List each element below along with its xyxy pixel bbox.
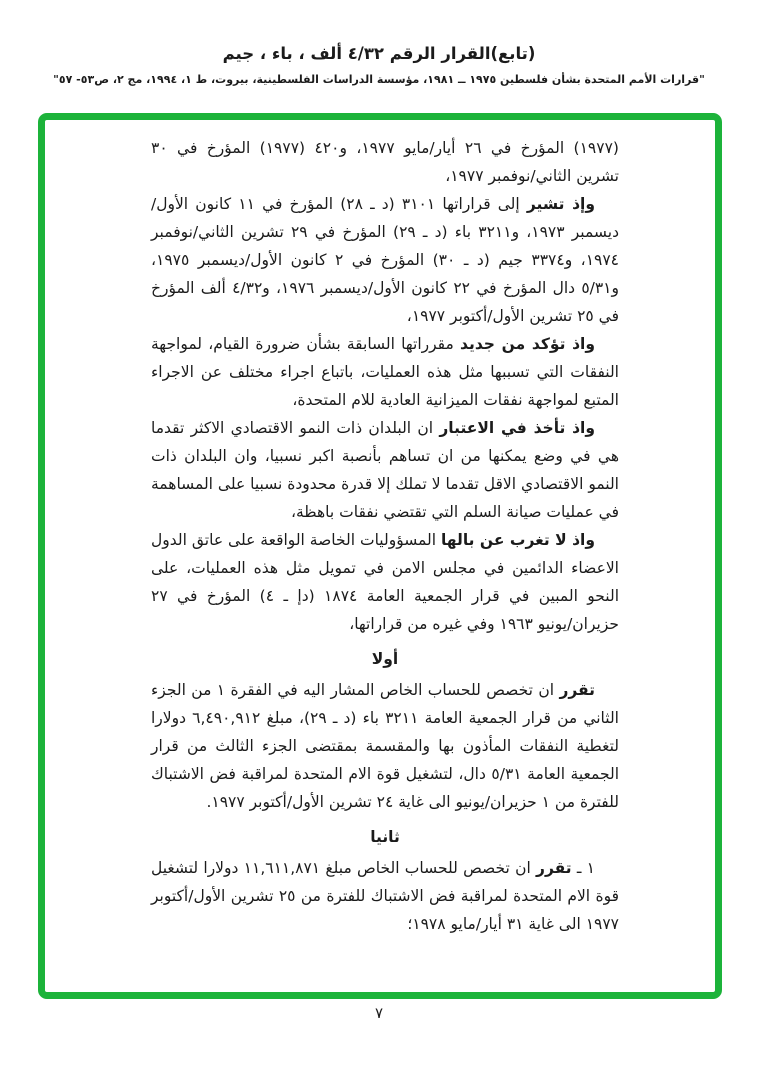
paragraph <box>151 526 619 638</box>
paragraph-text: ان البلدان ذات النمو الاقتصادي الاكثر تقدما هي في وضع يمكنها من ان تساهم بأنصبة اكبر نسبيا، وان البلدان ذات النمو الاقتصادي الاقل تقدما لا تملك إلا قدرة محدودة نسبيا على المساهمة في عمليات صيانة السلم التي تقتضي نفقات باهظة، <box>151 419 619 521</box>
page-number: ٧ <box>374 1004 384 1022</box>
paragraph <box>151 134 619 190</box>
paragraph-text: ان تخصص للحساب الخاص مبلغ ١١,٦١١,٨٧١ دولارا لتشغيل قوة الام المتحدة لمراقبة فض الاشتباك للفترة من ٢٥ تشرين الأول/أكتوبر ١٩٧٧ الى غاية ٣١ أيار/مايو ١٩٧٨؛ <box>151 859 619 933</box>
paragraph-text: مقرراتها السابقة بشأن ضرورة القيام، لمواجهة النفقات التي تسببها مثل هذه العمليات، باتباع اجراء مختلف عن الاجراء المتبع لمواجهة نفقات الميزانية العادية للام المتحدة، <box>151 335 619 409</box>
paragraph <box>151 676 619 816</box>
paragraph-text: إلى قراراتها ٣١٠١ (د ـ ٢٨) المؤرخ في ١١ كانون الأول/ديسمبر ١٩٧٣، و٣٢١١ باء (د ـ ٢٩) المؤرخ في ٢٩ تشرين الثاني/نوفمبر ١٩٧٤، و٣٣٧٤ جيم (د ـ ٣٠) المؤرخ في ٢ كانون الأول/ديسمبر ١٩٧٥، و٥/٣١ دال المؤرخ في ٢٢ كانون الأول/ديسمبر ١٩٧٦، و٤/٣٢ ألف المؤرخ في ٢٥ تشرين الأول/أكتوبر ١٩٧٧، <box>151 195 620 325</box>
paragraph <box>151 190 619 330</box>
paragraph <box>151 414 619 526</box>
highlight-border-box <box>38 113 722 999</box>
paragraph-text: (١٩٧٧) المؤرخ في ٢٦ أيار/مايو ١٩٧٧، و٤٢٠ (١٩٧٧) المؤرخ في ٣٠ تشرين الثاني/نوفمبر ١٩٧٧، <box>151 139 619 185</box>
paragraph-lead: وإذ تشير <box>526 195 595 213</box>
paragraph-text: ان تخصص للحساب الخاص المشار اليه في الفقرة ١ من الجزء الثاني من قرار الجمعية العامة ٣٢١١ باء (د ـ ٢٩)، مبلغ ٦,٤٩٠,٩١٢ دولارا لتغطية النفقات المأذون بها والمقسمة بمقتضى الجزء الثالث من قرار الجمعية العامة ٥/٣١ دال، لتشغيل قوة الام المتحدة لمراقبة فض الاشتباك للفترة من ١ حزيران/يونيو الى غاية ٢٤ تشرين الأول/أكتوبر ١٩٧٧. <box>151 681 619 811</box>
section-heading: أولا <box>371 650 399 668</box>
header-title: (تابع)القرار الرقم ٤/٣٢ ألف ، باء ، جيم <box>222 44 536 63</box>
paragraph-lead: واذ لا تغرب عن بالها <box>440 531 595 549</box>
paragraph-lead: تقرر <box>559 681 595 699</box>
paragraph <box>151 330 619 414</box>
paragraph <box>151 854 619 938</box>
paragraph-number-prefix: ١ ـ <box>571 859 595 877</box>
header-citation: "قرارات الأمم المتحدة بشأن فلسطين ١٩٧٥ ــ ١٩٨١، مؤسسة الدراسات الفلسطينية، بيروت، ط ١، ١٩٩٤، مج ٢، ص٥٣- ٥٧" <box>53 73 705 86</box>
document-body <box>151 134 619 938</box>
section-heading: ثانيا <box>370 828 400 846</box>
paragraph-text: المسؤوليات الخاصة الواقعة على عاتق الدول الاعضاء الدائمين في مجلس الامن في تمويل مثل هذه العمليات، على النحو المبين في قرار الجمعية العامة ١٨٧٤ (دإ ـ ٤) المؤرخ في ٢٧ حزيران/يونيو ١٩٦٣ وفي غيره من قراراتها، <box>151 531 619 633</box>
paragraph-lead: تقرر <box>536 859 572 877</box>
paragraph-lead: واذ تأخذ في الاعتبار <box>439 419 595 437</box>
paragraph-lead: واذ تؤكد من جديد <box>460 335 595 353</box>
